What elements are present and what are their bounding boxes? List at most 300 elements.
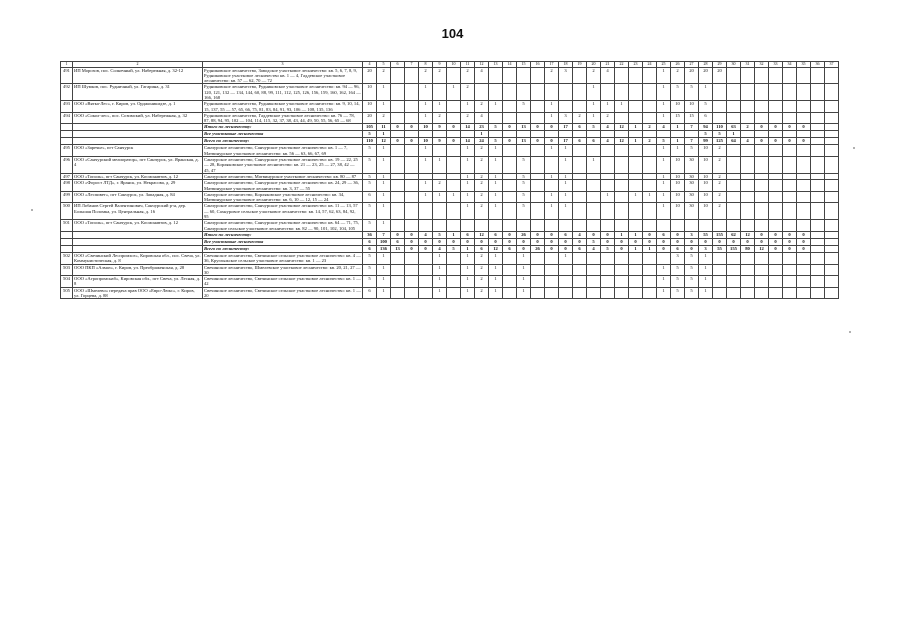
table-row [61, 276, 839, 288]
value-cell: 13 [517, 124, 531, 131]
value-cell [755, 131, 769, 138]
value-cell [405, 84, 419, 101]
value-cell: 17 [559, 124, 573, 131]
value-cell [629, 145, 643, 157]
value-cell: 0 [545, 124, 559, 131]
value-cell: 1 [447, 231, 461, 238]
forestry-location-cell: Санчурское лесничество, Санчурское участковое лесничество: кв. 24, 29 — 36, Матвинурское участковое лесничество: кв. 3, 37 — 55 [203, 180, 363, 192]
value-cell: 5 [671, 287, 685, 299]
value-cell [587, 131, 601, 138]
value-cell [475, 84, 489, 101]
value-cell [685, 131, 699, 138]
value-cell [489, 84, 503, 101]
value-cell: 63 [727, 124, 741, 131]
value-cell [755, 264, 769, 276]
value-cell: 1 [671, 138, 685, 145]
value-cell [419, 131, 433, 138]
value-cell [741, 157, 755, 174]
value-cell: 1 [461, 157, 475, 174]
subtotal-row [61, 238, 839, 245]
value-cell: 0 [797, 231, 811, 238]
value-cell [629, 157, 643, 174]
value-cell: 0 [489, 238, 503, 245]
organization-cell: ИП Морозов, пос. Солнечный, ул. Набережная, д. 32-12 [73, 67, 203, 84]
value-cell [517, 67, 531, 84]
value-cell: 1 [699, 276, 713, 288]
value-cell [615, 276, 629, 288]
table-row [61, 157, 839, 174]
value-cell [489, 220, 503, 232]
value-cell: 1 [489, 173, 503, 179]
row-number: 503 [61, 264, 73, 276]
value-cell: 5 [363, 252, 377, 264]
value-cell: 1 [629, 191, 643, 203]
value-cell: 0 [755, 238, 769, 245]
value-cell [405, 180, 419, 192]
value-cell [503, 131, 517, 138]
value-cell: 0 [405, 238, 419, 245]
value-cell [391, 145, 405, 157]
organization-cell: ООО «Заречье», пгт Санчурск [73, 145, 203, 157]
table-row [61, 264, 839, 276]
value-cell: 7 [685, 124, 699, 131]
value-cell [629, 131, 643, 138]
value-cell [503, 191, 517, 203]
value-cell: 2 [433, 67, 447, 84]
value-cell [783, 287, 797, 299]
value-cell: 5 [685, 252, 699, 264]
column-number: 18 [559, 62, 573, 68]
row-number: 505 [61, 287, 73, 299]
table-row [61, 252, 839, 264]
value-cell: 0 [783, 124, 797, 131]
value-cell: 6 [573, 138, 587, 145]
value-cell [615, 112, 629, 124]
value-cell: 0 [741, 238, 755, 245]
forestry-location-cell: Санчурское лесничество, Санчурское участковое лесничество: кв. 64 — 71, 75, Санчурское сельское участковое лесничество: кв. 82 — 90, 101, 102, 104, 105 [203, 220, 363, 232]
value-cell [825, 287, 839, 299]
value-cell [503, 145, 517, 157]
subtotal-label: Всего по лесничеству: [203, 245, 363, 252]
value-cell [419, 220, 433, 232]
value-cell: 1 [587, 157, 601, 174]
value-cell: 5 [489, 138, 503, 145]
value-cell [811, 131, 825, 138]
value-cell: 0 [559, 245, 573, 252]
column-number: 15 [517, 62, 531, 68]
value-cell [797, 276, 811, 288]
value-cell: 14 [461, 124, 475, 131]
value-cell [741, 101, 755, 113]
value-cell [587, 145, 601, 157]
value-cell: 0 [405, 231, 419, 238]
value-cell: 6 [657, 231, 671, 238]
value-cell [741, 131, 755, 138]
value-cell [531, 264, 545, 276]
value-cell: 10 [671, 180, 685, 192]
scan-speck [31, 209, 33, 211]
value-cell: 10 [671, 173, 685, 179]
value-cell [531, 203, 545, 220]
value-cell: 1 [671, 145, 685, 157]
organization-cell: ООО «Тополь», пгт Санчурск, ул. Космонавтов, д. 12 [73, 220, 203, 232]
value-cell: 2 [573, 112, 587, 124]
value-cell: 1 [433, 191, 447, 203]
value-cell: 5 [363, 220, 377, 232]
value-cell: 0 [671, 231, 685, 238]
value-cell [601, 180, 615, 192]
value-cell: 20 [699, 67, 713, 84]
value-cell [713, 287, 727, 299]
value-cell [545, 264, 559, 276]
value-cell: 5 [587, 124, 601, 131]
value-cell: 14 [461, 138, 475, 145]
value-cell [741, 67, 755, 84]
value-cell [531, 84, 545, 101]
value-cell [573, 67, 587, 84]
row-number: 502 [61, 252, 73, 264]
value-cell [657, 131, 671, 138]
column-number: 4 [363, 62, 377, 68]
value-cell [615, 287, 629, 299]
value-cell [447, 264, 461, 276]
column-number: 9 [433, 62, 447, 68]
value-cell [601, 145, 615, 157]
value-cell: 1 [489, 180, 503, 192]
value-cell: 2 [433, 112, 447, 124]
value-cell: 26 [531, 245, 545, 252]
row-number: 496 [61, 157, 73, 174]
value-cell: 15 [685, 112, 699, 124]
value-cell: 13 [517, 138, 531, 145]
forestry-location-cell: Рудниковское лесничество, Гаддевское участковое лесничество: кв. 76 — 78, 87, 88, 94, 95, 102 — 104, 114, 115, 32, 37, 38, 43, 44, 49, 50, 55, 56, 65 — 68 [203, 112, 363, 124]
value-cell: 12 [755, 245, 769, 252]
value-cell [447, 252, 461, 264]
value-cell: 6 [699, 112, 713, 124]
value-cell: 0 [531, 238, 545, 245]
value-cell: 17 [559, 138, 573, 145]
value-cell: 0 [615, 245, 629, 252]
value-cell [419, 264, 433, 276]
value-cell [825, 131, 839, 138]
value-cell [559, 276, 573, 288]
value-cell [391, 101, 405, 113]
value-cell [783, 157, 797, 174]
value-cell: 10 [699, 157, 713, 174]
value-cell [447, 276, 461, 288]
forestry-location-cell: Санчурское лесничество, Корляковское участковое лесничество: кв. 34, Матвинурское участковое лесничество: кв. 6, 10 — 12, 15 — 24 [203, 191, 363, 203]
value-cell: 1 [559, 157, 573, 174]
value-cell: 1 [475, 131, 489, 138]
value-cell [727, 157, 741, 174]
value-cell: 0 [657, 245, 671, 252]
blank-cell [61, 124, 73, 131]
value-cell [741, 112, 755, 124]
value-cell: 0 [783, 238, 797, 245]
value-cell [825, 231, 839, 238]
column-number: 1 [61, 62, 73, 68]
row-number: 500 [61, 203, 73, 220]
forestry-location-cell: Рудниковское лесничество, Рудниковское участковое лесничество: кв. 9, 10, 14, 15, 137, 55 — 57, 65, 66, 75, 81, 83, 84, 91, 93, 106 — 108, 135, 136 [203, 101, 363, 113]
value-cell: 1 [377, 220, 391, 232]
value-cell: 155 [727, 245, 741, 252]
value-cell: 3 [699, 245, 713, 252]
value-cell: 20 [713, 67, 727, 84]
value-cell: 2 [643, 124, 657, 131]
value-cell [769, 191, 783, 203]
value-cell [713, 84, 727, 101]
organization-cell: ООО «Свечинский Леспромхоз», Кировская обл., пос. Свеча, ул. Коммунистическая, д. 8 [74, 252, 201, 264]
value-cell [559, 287, 573, 299]
value-cell: 0 [405, 245, 419, 252]
value-cell [643, 67, 657, 84]
value-cell [797, 131, 811, 138]
value-cell: 2 [475, 287, 489, 299]
value-cell [573, 84, 587, 101]
value-cell: 0 [447, 238, 461, 245]
value-cell [559, 84, 573, 101]
value-cell: 1 [629, 138, 643, 145]
value-cell [461, 131, 475, 138]
value-cell [811, 264, 825, 276]
forestry-location-cell: Рудниковское лесничество, Рудниковское участковое лесничество: кв. 94 — 96, 120, 121, 132 — 134, 144, 60, 88, 99, 111, 112, 125, 126, 156, 159, 160, 162, 164 — 166, 168 [204, 84, 361, 100]
value-cell [475, 220, 489, 232]
table-row [61, 67, 839, 84]
column-number: 20 [587, 62, 601, 68]
value-cell [615, 157, 629, 174]
value-cell: 10 [419, 138, 433, 145]
value-cell: 10 [363, 84, 377, 101]
value-cell: 1 [657, 173, 671, 179]
value-cell: 0 [433, 238, 447, 245]
value-cell: 12 [615, 124, 629, 131]
column-number: 26 [671, 62, 685, 68]
value-cell [503, 112, 517, 124]
value-cell: 0 [503, 124, 517, 131]
value-cell [657, 252, 671, 264]
value-cell: 0 [769, 238, 783, 245]
value-cell [601, 276, 615, 288]
value-cell: 4 [433, 245, 447, 252]
value-cell [503, 84, 517, 101]
column-number: 11 [461, 62, 475, 68]
value-cell [741, 84, 755, 101]
value-cell: 4 [601, 67, 615, 84]
value-cell [741, 252, 755, 264]
value-cell [825, 101, 839, 113]
value-cell [755, 145, 769, 157]
row-number: 497 [61, 173, 73, 179]
value-cell: 1 [517, 287, 531, 299]
value-cell [629, 252, 643, 264]
value-cell: 4 [419, 231, 433, 238]
value-cell: 3 [559, 112, 573, 124]
value-cell [741, 203, 755, 220]
value-cell [391, 131, 405, 138]
value-cell: 6 [573, 124, 587, 131]
blank-cell [73, 131, 203, 138]
value-cell [545, 180, 559, 192]
value-cell [391, 203, 405, 220]
value-cell [769, 203, 783, 220]
value-cell [517, 84, 531, 101]
value-cell: 5 [587, 238, 601, 245]
value-cell: 20 [363, 67, 377, 84]
value-cell: 5 [517, 203, 531, 220]
value-cell: 6 [363, 287, 377, 299]
value-cell [713, 220, 727, 232]
value-cell [811, 124, 825, 131]
value-cell [503, 101, 517, 113]
blank-cell [61, 138, 73, 145]
value-cell: 1 [419, 84, 433, 101]
value-cell [741, 264, 755, 276]
value-cell: 5 [363, 173, 377, 179]
value-cell: 4 [573, 231, 587, 238]
value-cell [825, 157, 839, 174]
value-cell: 2 [461, 84, 475, 101]
value-cell [419, 203, 433, 220]
value-cell [601, 287, 615, 299]
value-cell [517, 220, 531, 232]
value-cell: 5 [601, 245, 615, 252]
value-cell: 6 [671, 245, 685, 252]
value-cell [573, 131, 587, 138]
value-cell: 0 [657, 238, 671, 245]
value-cell [643, 264, 657, 276]
column-number: 22 [615, 62, 629, 68]
value-cell: 1 [419, 180, 433, 192]
row-number: 493 [61, 101, 73, 113]
value-cell [811, 191, 825, 203]
value-cell [797, 252, 811, 264]
value-cell: 1 [377, 84, 391, 101]
value-cell: 0 [769, 245, 783, 252]
value-cell: 10 [699, 180, 713, 192]
value-cell: 5 [363, 145, 377, 157]
value-cell [573, 276, 587, 288]
value-cell [531, 145, 545, 157]
organization-cell: ООО «Санчурский мелиоратор», пгт Санчурск, ул. Яранская, д. 4 [73, 157, 203, 174]
value-cell [755, 276, 769, 288]
value-cell: 30 [685, 180, 699, 192]
value-cell [531, 180, 545, 192]
value-cell [447, 67, 461, 84]
value-cell: 2 [713, 145, 727, 157]
value-cell: 1 [629, 231, 643, 238]
value-cell [587, 276, 601, 288]
value-cell [755, 112, 769, 124]
value-cell [531, 287, 545, 299]
value-cell [601, 131, 615, 138]
value-cell: 6 [489, 231, 503, 238]
value-cell [727, 252, 741, 264]
value-cell: 1 [699, 287, 713, 299]
value-cell [629, 220, 643, 232]
subtotal-label: Итого по лесничеству: [203, 231, 363, 238]
value-cell [643, 101, 657, 113]
value-cell [573, 157, 587, 174]
value-cell [699, 220, 713, 232]
value-cell [405, 276, 419, 288]
value-cell [783, 84, 797, 101]
subtotal-label: Итого по лесничеству: [203, 124, 363, 131]
value-cell: 1 [587, 101, 601, 113]
value-cell: 0 [419, 238, 433, 245]
table-row [61, 101, 839, 113]
value-cell: 136 [377, 245, 391, 252]
value-cell: 0 [727, 238, 741, 245]
value-cell: 1 [447, 191, 461, 203]
value-cell: 0 [545, 231, 559, 238]
value-cell [615, 145, 629, 157]
blank-cell [61, 231, 73, 238]
value-cell [629, 276, 643, 288]
value-cell: 1 [671, 124, 685, 131]
value-cell: 2 [713, 203, 727, 220]
value-cell: 0 [671, 238, 685, 245]
forestry-location-cell: Свечинское лесничество, Свечинское сельское участковое лесничество: кв. 1 — 20 [204, 287, 361, 298]
value-cell [545, 276, 559, 288]
value-cell [727, 84, 741, 101]
value-cell [825, 245, 839, 252]
value-cell [391, 220, 405, 232]
value-cell [811, 138, 825, 145]
value-cell [629, 287, 643, 299]
value-cell: 2 [475, 145, 489, 157]
value-cell: 7 [377, 231, 391, 238]
value-cell [405, 157, 419, 174]
value-cell: 1 [377, 252, 391, 264]
value-cell: 1 [489, 191, 503, 203]
forestry-location-cell: Рудниковское лесничество, Заводское участковое лесничество: кв. 5, 6, 7, 8, 9, Рудниковское участковое лесничество кв. 1 — 4, Гаддевское участковое лесничество: кв. 57 — 62, 70 — 72 [203, 67, 363, 84]
value-cell [629, 264, 643, 276]
value-cell: 2 [475, 173, 489, 179]
value-cell: 110 [363, 138, 377, 145]
value-cell [531, 67, 545, 84]
value-cell [531, 276, 545, 288]
value-cell [559, 101, 573, 113]
value-cell [671, 131, 685, 138]
value-cell: 12 [377, 138, 391, 145]
value-cell: 1 [545, 145, 559, 157]
value-cell: 0 [783, 138, 797, 145]
value-cell: 1 [559, 173, 573, 179]
value-cell: 1 [461, 252, 475, 264]
value-cell: 0 [391, 138, 405, 145]
value-cell: 1 [419, 191, 433, 203]
value-cell [391, 287, 405, 299]
value-cell [769, 145, 783, 157]
value-cell [755, 67, 769, 84]
value-cell [713, 101, 727, 113]
value-cell: 4 [657, 124, 671, 131]
value-cell [727, 191, 741, 203]
column-number: 24 [643, 62, 657, 68]
value-cell [783, 191, 797, 203]
value-cell: 4 [601, 138, 615, 145]
value-cell [601, 157, 615, 174]
value-cell: 1 [699, 84, 713, 101]
value-cell: 5 [363, 157, 377, 174]
value-cell: 1 [559, 145, 573, 157]
value-cell [797, 287, 811, 299]
value-cell [615, 84, 629, 101]
value-cell [545, 131, 559, 138]
value-cell: 1 [587, 84, 601, 101]
value-cell: 0 [391, 124, 405, 131]
value-cell [825, 203, 839, 220]
